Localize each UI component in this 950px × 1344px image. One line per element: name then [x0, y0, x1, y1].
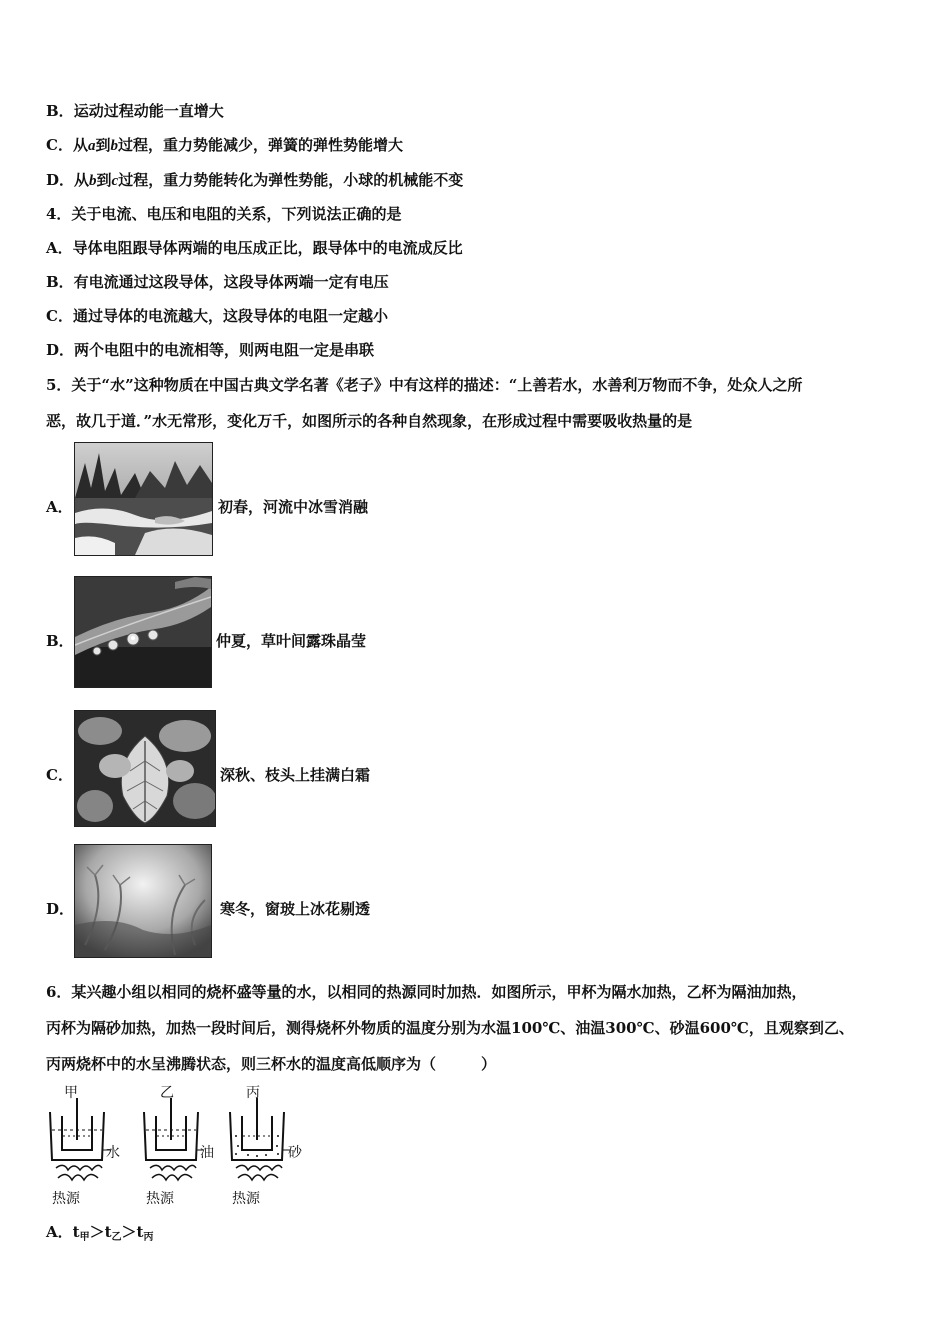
option-letter: C．: [46, 766, 73, 784]
cup-label: 乙: [160, 1085, 174, 1101]
option-text: 从: [72, 136, 88, 154]
dew-drops-photo: [74, 576, 212, 688]
beaker-diagram: [44, 1080, 314, 1210]
temp-symbol: t: [72, 1223, 80, 1241]
beaker-jia: [44, 1080, 134, 1210]
q4-option-a: A．导体电阻跟导体两端的电压成正比，跟导体中的电流成反比: [46, 239, 463, 257]
option-caption: 初春，河流中冰雪消融: [218, 498, 369, 516]
medium-label: 油: [200, 1145, 214, 1161]
option-text: 从: [74, 171, 90, 189]
option-letter: C．: [46, 136, 73, 154]
point-b: b: [110, 138, 118, 154]
option-letter: D．: [46, 900, 75, 918]
option-text: 过程，重力势能转化为弹性势能，小球的机械能不变: [118, 171, 464, 189]
heat-source-label: 热源: [146, 1191, 174, 1207]
q6-stem-line3: 丙两烧杯中的水呈沸腾状态，则三杯水的温度高低顺序为（ ）: [46, 1055, 497, 1073]
q5-stem-line1: 5．关于“水”这种物质在中国古典文学名著《老子》中有这样的描述：“上善若水，水善利万物而不争，处众人之所: [46, 376, 803, 394]
option-letter: A．: [46, 498, 73, 516]
q6-option-a: [46, 1222, 153, 1248]
option-letter: B．: [46, 102, 74, 120]
option-text: 运动过程动能一直增大: [73, 102, 224, 120]
q4-stem: 4．关于电流、电压和电阻的关系，下列说法正确的是: [46, 205, 402, 223]
heat-source-label: 热源: [52, 1191, 80, 1207]
heat-source-label: 热源: [232, 1191, 260, 1207]
q5-option-b: [46, 576, 546, 696]
subscript: 甲: [79, 1232, 90, 1243]
option-letter: D．: [46, 171, 75, 189]
q3-option-b: [46, 101, 224, 121]
q5-option-c: [46, 710, 546, 830]
cup-label: 甲: [64, 1085, 78, 1101]
q4-option-c: C．通过导体的电流越大，这段导体的电阻一定越小: [46, 307, 388, 325]
medium-label: 砂: [288, 1145, 302, 1161]
option-caption: 寒冬，窗玻上冰花剔透: [220, 900, 371, 918]
frost-leaves-photo: [74, 710, 216, 827]
q4-option-b: B．有电流通过这段导体，这段导体两端一定有电压: [46, 273, 389, 291]
temp-symbol: t: [136, 1223, 144, 1241]
option-letter: A．: [46, 1223, 73, 1241]
subscript: 乙: [111, 1232, 122, 1243]
river-thaw-photo: [74, 442, 213, 556]
temp-symbol: t: [104, 1223, 112, 1241]
cup-label: 丙: [246, 1085, 260, 1101]
q3-option-c: [46, 135, 403, 156]
q5-option-d: [46, 844, 546, 964]
q6-stem-line1: 6．某兴趣小组以相同的烧杯盛等量的水，以相同的热源同时加热．如图所示，甲杯为隔水加热，乙杯为隔油加热，: [46, 983, 807, 1001]
beaker-bing: [224, 1080, 314, 1210]
ice-flowers-photo: [74, 844, 212, 958]
q3-option-d: [46, 170, 463, 191]
q4-option-d: D．两个电阻中的电流相等，则两电阻一定是串联: [46, 341, 375, 359]
point-a: a: [87, 138, 96, 154]
point-c: c: [111, 173, 119, 189]
beaker-yi: [138, 1080, 228, 1210]
option-text: 到: [96, 171, 112, 189]
greater-than: ＞: [89, 1223, 105, 1241]
q5-stem-line2: 恶，故几于道．”水无常形，变化万千，如图所示的各种自然现象，在形成过程中需要吸收热量的是: [46, 412, 693, 430]
option-text: 过程，重力势能减少，弹簧的弹性势能增大: [117, 136, 403, 154]
option-caption: 仲夏，草叶间露珠晶莹: [216, 632, 367, 650]
medium-label: 水: [106, 1145, 120, 1161]
q5-option-a: [46, 442, 546, 562]
option-letter: B．: [46, 632, 74, 650]
q6-stem-line2: 丙杯为隔砂加热，加热一段时间后，测得烧杯外物质的温度分别为水温100℃、油温300℃、砂温600℃，且观察到乙、: [46, 1019, 854, 1037]
option-text: 到: [95, 136, 111, 154]
point-b: b: [89, 173, 97, 189]
greater-than: ＞: [121, 1223, 137, 1241]
option-caption: 深秋、枝头上挂满白霜: [220, 766, 371, 784]
subscript: 丙: [143, 1232, 154, 1243]
